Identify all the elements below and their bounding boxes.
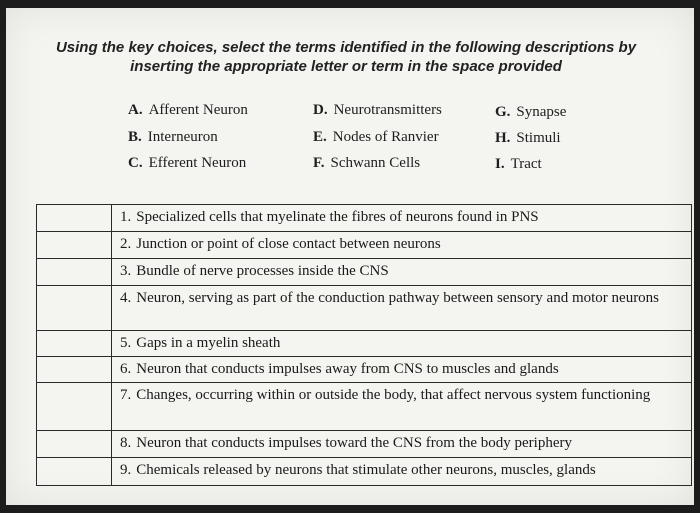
key-term: Stimuli — [516, 130, 561, 146]
key-letter: I. — [495, 156, 505, 172]
key-letter: E. — [313, 129, 327, 145]
key-term: Schwann Cells — [330, 155, 421, 171]
key-term: Interneuron — [147, 129, 218, 145]
description-1 — [112, 205, 692, 232]
answer-field-8[interactable] — [37, 431, 112, 458]
instructions-line-2: inserting the appropriate letter or term in the space provided — [130, 58, 562, 75]
key-term: Neurotransmitters — [333, 102, 442, 118]
key-letter: B. — [128, 129, 142, 145]
answer-field-7[interactable] — [37, 383, 112, 431]
answer-field-1[interactable] — [37, 205, 112, 232]
description-number: 3. — [120, 263, 132, 279]
key-choice-h — [495, 130, 561, 147]
key-term: Afferent Neuron — [148, 102, 248, 118]
key-letter: C. — [128, 155, 143, 171]
description-2 — [112, 232, 692, 259]
answer-table — [36, 204, 692, 486]
table-row — [37, 458, 692, 486]
instructions-line-1: Using the key choices, select the terms identified in the following descriptions by — [55, 39, 637, 56]
answer-field-6[interactable] — [37, 357, 112, 383]
key-choice-f — [313, 155, 420, 172]
description-8 — [112, 431, 692, 458]
key-term: Nodes of Ranvier — [332, 129, 439, 145]
description-text: Neuron that conducts impulses toward the CNS from the body periphery — [136, 435, 572, 451]
table-row — [37, 357, 692, 383]
key-letter: F. — [313, 155, 325, 171]
table-row — [37, 431, 692, 458]
answer-field-4[interactable] — [37, 286, 112, 331]
key-letter: G. — [495, 104, 511, 120]
key-term: Efferent Neuron — [148, 155, 247, 171]
key-letter: H. — [495, 130, 511, 146]
key-choice-d — [313, 102, 442, 119]
description-number: 6. — [120, 361, 132, 377]
key-choices — [6, 94, 694, 174]
description-text: Changes, occurring within or outside the body, that affect nervous system functioning — [136, 387, 651, 403]
answer-field-5[interactable] — [37, 331, 112, 357]
answer-field-2[interactable] — [37, 232, 112, 259]
description-number: 7. — [120, 387, 132, 403]
description-text: Gaps in a myelin sheath — [136, 335, 281, 351]
description-9 — [112, 458, 692, 486]
answer-field-9[interactable] — [37, 458, 112, 486]
table-row — [37, 259, 692, 286]
description-text: Neuron that conducts impulses away from CNS to muscles and glands — [136, 361, 559, 377]
table-row — [37, 331, 692, 357]
description-text: Chemicals released by neurons that stimulate other neurons, muscles, glands — [136, 462, 596, 478]
key-choice-c — [128, 155, 246, 172]
description-number: 8. — [120, 435, 132, 451]
description-6 — [112, 357, 692, 383]
description-number: 2. — [120, 236, 132, 252]
table-row — [37, 383, 692, 431]
description-3 — [112, 259, 692, 286]
description-number: 4. — [120, 290, 132, 306]
key-letter: D. — [313, 102, 328, 118]
key-term: Synapse — [516, 104, 567, 120]
instructions — [26, 38, 666, 76]
key-choice-e — [313, 129, 439, 146]
key-choice-i — [495, 156, 542, 173]
key-choice-b — [128, 129, 218, 146]
description-7 — [112, 383, 692, 431]
key-letter: A. — [128, 102, 143, 118]
description-number: 1. — [120, 209, 132, 225]
description-5 — [112, 331, 692, 357]
table-row — [37, 205, 692, 232]
description-text: Junction or point of close contact between neurons — [136, 236, 441, 252]
description-text: Neuron, serving as part of the conduction pathway between sensory and motor neurons — [136, 290, 660, 306]
description-number: 5. — [120, 335, 132, 351]
description-text: Specialized cells that myelinate the fibres of neurons found in PNS — [136, 209, 539, 225]
table-row — [37, 286, 692, 331]
answer-field-3[interactable] — [37, 259, 112, 286]
table-row — [37, 232, 692, 259]
key-choice-a — [128, 102, 248, 119]
key-choice-g — [495, 104, 566, 121]
description-number: 9. — [120, 462, 132, 478]
worksheet-page — [6, 8, 694, 505]
key-term: Tract — [510, 156, 542, 172]
description-4 — [112, 286, 692, 331]
description-text: Bundle of nerve processes inside the CNS — [136, 263, 389, 279]
